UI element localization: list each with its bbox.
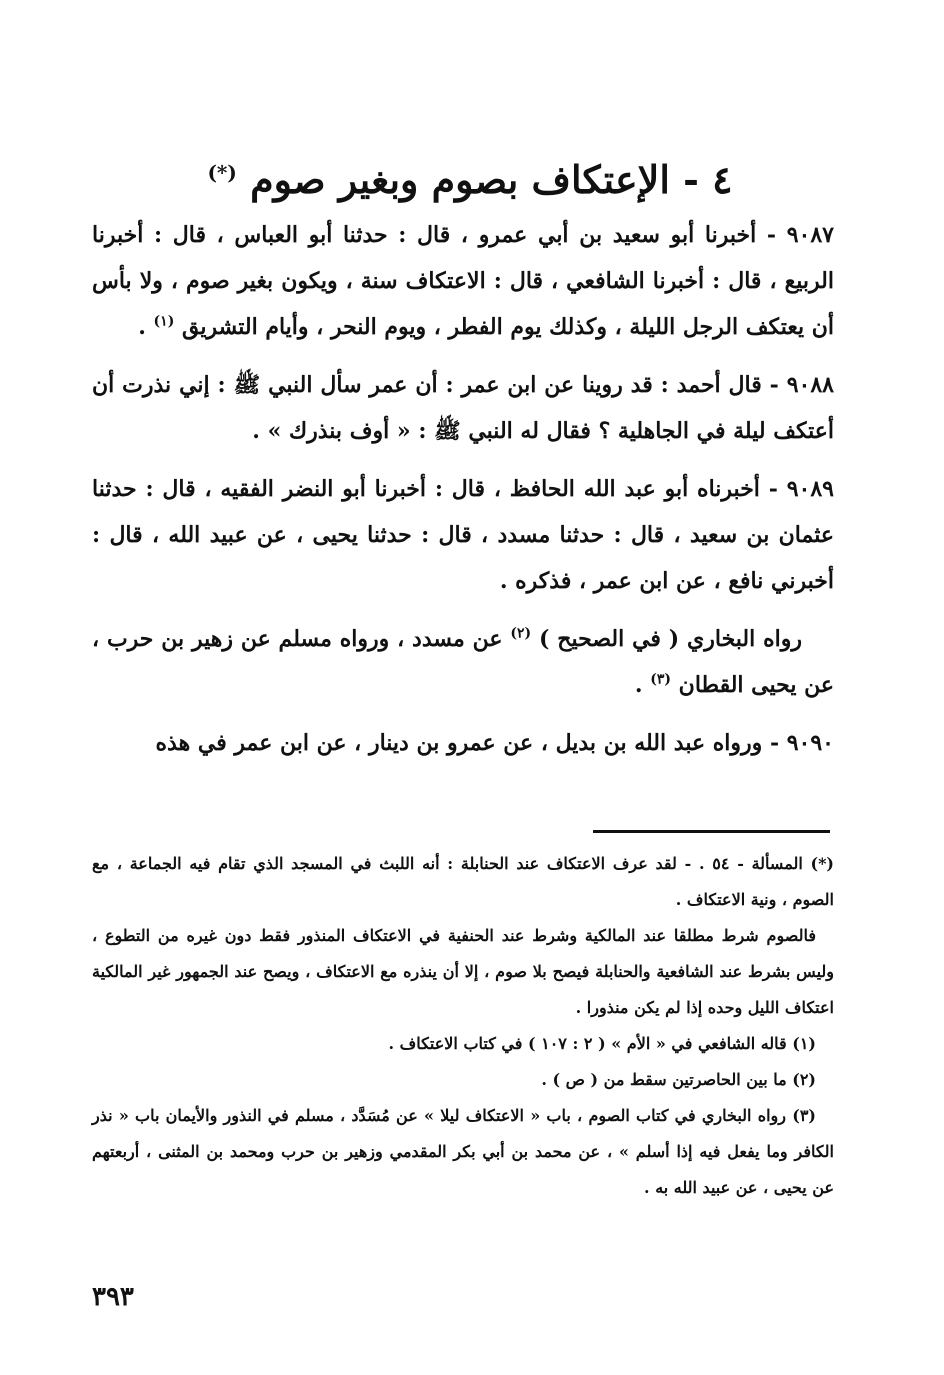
hadith-number: ٩٠٩٠ - xyxy=(769,730,834,756)
footnote-ref: (١) xyxy=(153,313,175,330)
narration-note xyxy=(92,616,834,708)
footnote-divider xyxy=(593,830,830,833)
hadith-9088 xyxy=(92,362,834,454)
hadith-number: ٩٠٨٨ - xyxy=(769,372,834,398)
hadith-number: ٩٠٨٩ - xyxy=(768,476,834,502)
hadith-text: ورواه عبد الله بن بديل ، عن عمرو بن دينار ، عن ابن عمر في هذه xyxy=(155,730,763,756)
narration-tail: . xyxy=(634,672,643,698)
footnotes xyxy=(92,846,834,1206)
footnote-2: (٢) ما بين الحاصرتين سقط من ( ص ) . xyxy=(541,1070,816,1089)
page-number: ٣٩٣ xyxy=(92,1282,134,1312)
hadith-text: أخبرنا أبو سعيد بن أبي عمرو ، قال : حدثنا أبو العباس ، قال : أخبرنا الربيع ، قال : أخبرنا الشافعي ، قال : الاعتكاف سنة ، ويكون بغير صوم ، ولا بأس أن يعتكف الرجل الليلة ، وكذلك يوم الفطر ، ويوم النحر ، وأيام التشريق xyxy=(92,222,834,340)
narration-text-a: رواه البخاري ( في الصحيح ) xyxy=(539,626,802,652)
main-text xyxy=(92,212,834,778)
hadith-text: قال أحمد : قد روينا عن ابن عمر : أن عمر سأل النبي ﷺ : إني نذرت أن أعتكف ليلة في الجاهلية ؟ فقال له النبي ﷺ : « أوف بنذرك » . xyxy=(92,372,834,444)
footnote-ref: (٣) xyxy=(650,671,671,688)
hadith-tail: . xyxy=(138,314,146,340)
footnote-1: (١) قاله الشافعي في « الأم » ( ٢ : ١٠٧ ) في كتاب الاعتكاف . xyxy=(388,1034,816,1053)
footnote-star: (*) المسألة - ٥٤ . - لقد عرف الاعتكاف عند الحنابلة : أنه اللبث في المسجد الذي تقام فيه الجماعة ، مع الصوم ، ونية الاعتكاف . xyxy=(92,854,835,909)
heading-footnote-marker: (*) xyxy=(207,160,237,185)
hadith-text: أخبرناه أبو عبد الله الحافظ ، قال : أخبرنا أبو النضر الفقيه ، قال : حدثنا عثمان بن سعيد ، قال : حدثنا مسدد ، قال : حدثنا يحيى ، عن عبيد الله ، قال : أخبرني نافع ، عن ابن عمر ، فذكره . xyxy=(92,476,834,594)
narration-text-b: عن مسدد ، ورواه مسلم عن زهير بن حرب ، عن يحيى القطان xyxy=(92,626,834,698)
hadith-9089 xyxy=(92,466,834,604)
footnote-3: (٣) رواه البخاري في كتاب الصوم ، باب « الاعتكاف ليلا » عن مُسَدَّد ، مسلم في النذور والأيمان باب « نذر الكافر وما يفعل فيه إذا أسلم » ، عن محمد بن أبي بكر المقدمي وزهير بن حرب ومحمد بن المثنى ، أربعتهم عن يحيى ، عن عبيد الله به . xyxy=(92,1106,834,1197)
chapter-title: ٤ - الإعتكاف بصوم وبغير صوم xyxy=(250,157,733,202)
footnote-star-continued: فالصوم شرط مطلقا عند المالكية وشرط عند الحنفية في الاعتكاف المنذور فقط دون غيره من التطوع ، وليس بشرط عند الشافعية والحنابلة فيصح بلا صوم ، إلا أن ينذره مع الاعتكاف ، ويصح عند الجمهور غير المالكية اعتكاف الليل وحده إذا لم يكن منذورا . xyxy=(92,926,834,1017)
chapter-heading xyxy=(160,150,780,210)
footnote-ref: (٢) xyxy=(510,625,532,642)
hadith-number: ٩٠٨٧ - xyxy=(766,222,834,248)
hadith-9087 xyxy=(92,212,834,350)
hadith-9090 xyxy=(92,720,834,766)
